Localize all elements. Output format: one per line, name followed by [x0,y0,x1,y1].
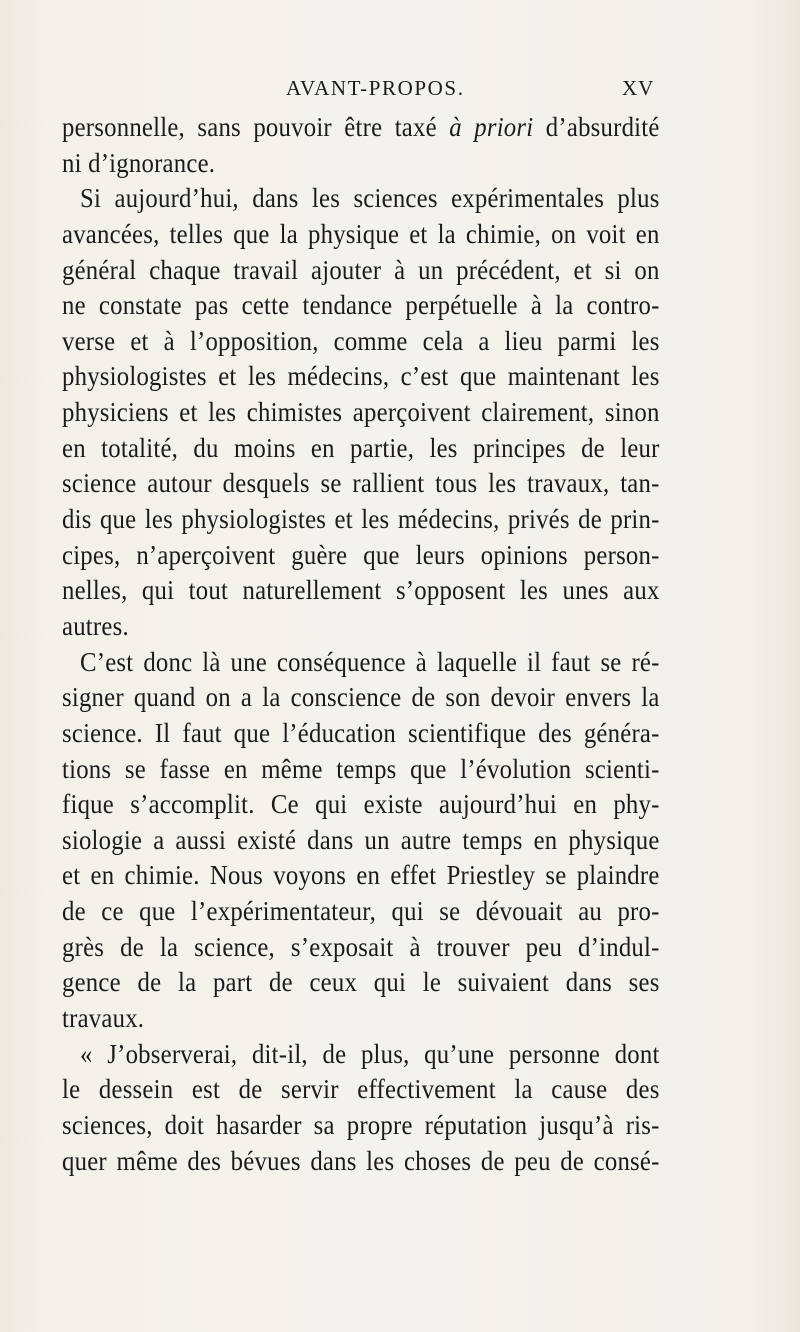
text-line: verse et à l’opposition, comme cela a lieu parmi les [62,324,660,356]
text-line: en totalité, du moins en partie, les principes de leur [62,431,660,463]
text-line: science autour desquels se rallient tous les travaux, tan- [62,467,660,499]
text-line: avancées, telles que la physique et la chimie, on voit en [62,217,660,249]
text-line: C’est donc là une conséquence à laquelle il faut se ré- [80,645,660,677]
text-line: ne constate pas cette tendance perpétuelle à la contro- [62,289,660,321]
text-line: et en chimie. Nous voyons en effet Priestley se plaindre [62,859,660,891]
text-line: siologie a aussi existé dans un autre temps en physique [62,823,660,855]
text-line: signer quand on a la conscience de son devoir envers la [62,681,660,713]
text-line: personnelle, sans pouvoir être taxé à priori d’absurdité [62,111,660,142]
text-line: physiciens et les chimistes aperçoivent clairement, sinon [62,396,660,428]
page-number: XV [622,76,655,100]
text-line: gence de la part de ceux qui le suivaient dans ses [62,966,660,998]
text-line: Si aujourd’hui, dans les sciences expérimentales plus [80,182,660,214]
text-line: sciences, doit hasarder sa propre réputation jusqu’à ris- [62,1108,660,1140]
running-head: AVANT-PROPOS. [286,76,465,100]
text-line: physiologistes et les médecins, c’est que maintenant les [62,360,660,392]
text-line: tions se fasse en même temps que l’évolution scienti- [62,752,660,784]
text-line: cipes, n’aperçoivent guère que leurs opinions person- [62,538,660,570]
text-line: quer même des bévues dans les choses de peu de consé- [62,1144,660,1176]
text-line: autres. [62,609,129,641]
text-line: nelles, qui tout naturellement s’opposent les unes aux [62,574,660,606]
text-line: de ce que l’expérimentateur, qui se dévouait au pro- [62,895,660,927]
italic-phrase: à priori [449,111,534,142]
text-line: « J’observerai, dit-il, de plus, qu’une personne dont [80,1037,660,1069]
page-header [62,76,662,106]
text-line: général chaque travail ajouter à un précédent, et si on [62,253,660,285]
text-line: travaux. [62,1002,145,1034]
text-line: le dessein est de servir effectivement la cause des [62,1073,660,1105]
text-line: ni d’ignorance. [62,146,216,178]
text-line: grès de la science, s’exposait à trouver peu d’indul- [62,930,660,962]
text-line: dis que les physiologistes et les médecins, privés de prin- [62,503,660,535]
text-line: science. Il faut que l’éducation scientifique des généra- [62,716,660,748]
body-text [62,112,660,1181]
text-line: fique s’accomplit. Ce qui existe aujourd’hui en phy- [62,788,660,820]
